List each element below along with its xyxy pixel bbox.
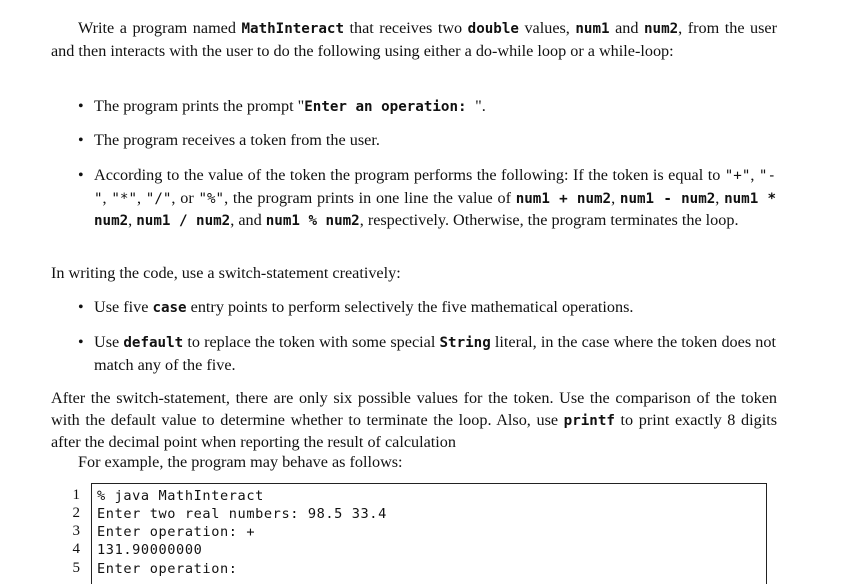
code-line: Enter two real numbers: 98.5 33.4 [97,506,387,522]
intro-text-3: values, [518,19,576,37]
code-line: % java MathInteract [97,488,264,504]
list-item-text: literal, in the case where the token does not match any of the five. [94,333,776,374]
list-item-text: Use five [94,298,153,316]
code-line: 131.90000000 [97,542,203,558]
line-number: 5 [72,560,80,576]
class-name-code: MathInteract [241,21,344,37]
list-item-text: The program receives a token from the user. [94,131,380,149]
op-divide: "/" [145,190,172,207]
bullet-marker: • [78,98,84,115]
list-item-text: According to the value of the token the program performs the following: If the token is equal to [94,166,725,184]
bullet-marker: • [78,334,84,351]
code-line: Enter operation: [97,561,238,577]
line-number: 3 [72,523,80,539]
op-minus: "-" [94,168,777,207]
op-times: "*" [111,190,137,207]
list-item-text: ". [475,97,486,115]
intro-text-2: that receives two [343,19,468,37]
intro-paragraph [51,18,777,62]
paragraph-text: After the switch-statement, there are only six possible values for the token. Use the comparison of the token with the default value to determine whether to terminate the loop. Also, use [51,389,777,429]
code-line: Enter operation: + [97,524,256,540]
list-item-text: to replace the token with some special [183,333,440,351]
example-intro: For example, the program may behave as follows: [78,453,403,471]
list-item-token [94,130,776,152]
line-number: 2 [72,505,80,521]
list-item-prompt [94,96,776,119]
num2-code: num2 [644,21,679,37]
list-item-default [94,332,776,376]
list-item-text: , respectively. Otherwise, the program terminates the loop. [359,211,739,229]
case-code: case [152,300,187,316]
expr-quotient: num1 / num2 [136,213,231,229]
list-item-text: Use [94,333,124,351]
expr-remainder: num1 % num2 [265,213,360,229]
line-number: 1 [72,487,80,503]
after-switch-paragraph [51,388,777,454]
switch-intro-paragraph: In writing the code, use a switch-statement creatively: [51,264,401,282]
intro-text-1: Write a program named [78,19,242,37]
expr-difference: num1 - num2 [619,190,716,207]
paragraph-text: to print exactly 8 digits after the decimal point when reporting the result of calculation [51,410,777,451]
expr-product: num1 * num2 [94,190,777,229]
prompt-code: Enter an operation: [304,99,476,115]
op-plus: "+" [724,168,751,184]
printf-code: printf [563,412,615,429]
list-item-operations: According to the value of the token the program performs the following: If the token is equal to "+", "-", "*", "/", or "%", the program prints in one line the value of num1 + num2, num1 - num2, num1 * num2, num1 / num2, and num1 % num2, respectively. Otherwise, the program terminates the loop. [94,166,777,229]
intro-text-4: and [609,19,644,37]
bullet-marker: • [78,167,84,184]
bullet-marker: • [78,132,84,149]
list-item-text: , the program prints in one line the value of [224,188,516,207]
list-item-case [94,297,776,320]
default-code: default [123,335,184,351]
expr-sum: num1 + num2 [515,190,612,207]
bullet-marker: • [78,299,84,316]
list-item-text: The program prints the prompt " [94,97,305,115]
intro-text-5: , from the user and then interacts with the user to do the following using either a do-while loop or a while-loop: [51,19,778,60]
string-code: String [439,335,491,351]
line-number: 4 [72,541,80,557]
op-mod: "%" [198,190,225,207]
num1-code: num1 [575,21,610,37]
type-double-code: double [467,21,519,37]
list-item-text: entry points to perform selectively the five mathematical operations. [186,298,634,316]
